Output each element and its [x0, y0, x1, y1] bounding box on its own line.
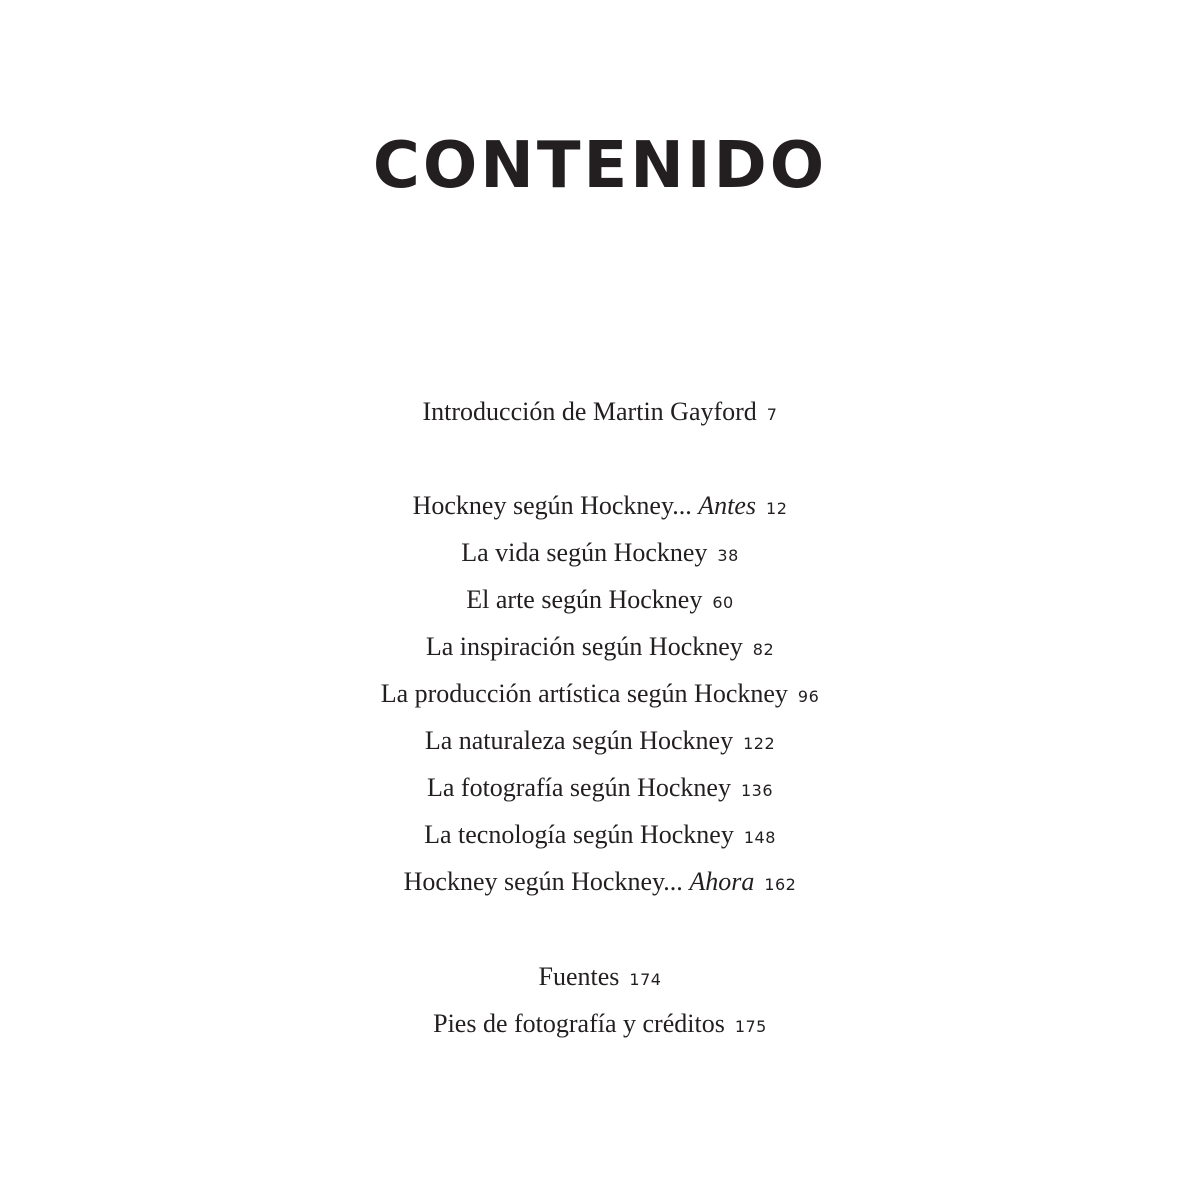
toc-entry-hockney-ahora[interactable]: [0, 858, 1200, 905]
toc-entry-italic: Antes: [698, 491, 757, 520]
toc-entry-page-number: 96: [797, 687, 820, 706]
toc-entry-la-fotografia[interactable]: [0, 764, 1200, 811]
toc-entry-page-number: 175: [734, 1017, 767, 1036]
toc-entry-la-produccion-artistica[interactable]: [0, 670, 1200, 717]
toc-entry-title: Pies de fotografía y créditos: [433, 1009, 725, 1038]
toc-entry-title: Introducción de Martin Gayford: [422, 397, 757, 426]
toc-entry-el-arte[interactable]: [0, 576, 1200, 623]
toc-entry-introduction[interactable]: [0, 388, 1200, 435]
toc-entry-title: La tecnología según Hockney: [424, 820, 734, 849]
toc-entry-page-number: 148: [743, 828, 776, 847]
toc-back-matter-group: [0, 953, 1200, 1047]
toc-entry-page-number: 12: [766, 499, 788, 518]
toc-entry-la-naturaleza[interactable]: [0, 717, 1200, 764]
toc-entry-hockney-antes[interactable]: [0, 482, 1200, 529]
page-title: CONTENIDO: [372, 129, 828, 203]
toc-entry-title: La inspiración según Hockney: [425, 632, 743, 661]
toc-entry-la-vida[interactable]: [0, 529, 1200, 576]
toc-entry-page-number: 174: [629, 970, 662, 989]
toc-entry-page-number: 122: [743, 734, 776, 753]
toc-entry-title: El arte según Hockney: [466, 585, 703, 614]
toc-chapters-group: [0, 482, 1200, 905]
toc-entry-page-number: 82: [752, 640, 775, 659]
toc-entry-title: Hockney según Hockney... Ahora: [403, 867, 755, 896]
toc-entry-title: Hockney según Hockney... Antes: [412, 491, 757, 520]
toc-entry-italic: Ahora: [689, 867, 755, 896]
toc-entry-title: La producción artística según Hockney: [380, 679, 788, 708]
toc-entry-page-number: 60: [712, 593, 734, 612]
toc-entry-title: La fotografía según Hockney: [427, 773, 731, 802]
toc-entry-page-number: 38: [717, 546, 739, 565]
toc-entry-fuentes[interactable]: [0, 953, 1200, 1000]
toc-entry-title: Fuentes: [538, 962, 620, 991]
toc-entry-pies-de-fotografia[interactable]: [0, 1000, 1200, 1047]
toc-entry-page-number: 7: [766, 405, 778, 424]
toc-entry-title: La vida según Hockney: [461, 538, 708, 567]
toc-entry-la-tecnologia[interactable]: [0, 811, 1200, 858]
toc-entry-title: La naturaleza según Hockney: [424, 726, 734, 755]
toc-intro-group: [0, 388, 1200, 435]
toc-entry-la-inspiracion[interactable]: [0, 623, 1200, 670]
toc-entry-page-number: 136: [740, 781, 773, 800]
toc-entry-page-number: 162: [764, 875, 797, 894]
